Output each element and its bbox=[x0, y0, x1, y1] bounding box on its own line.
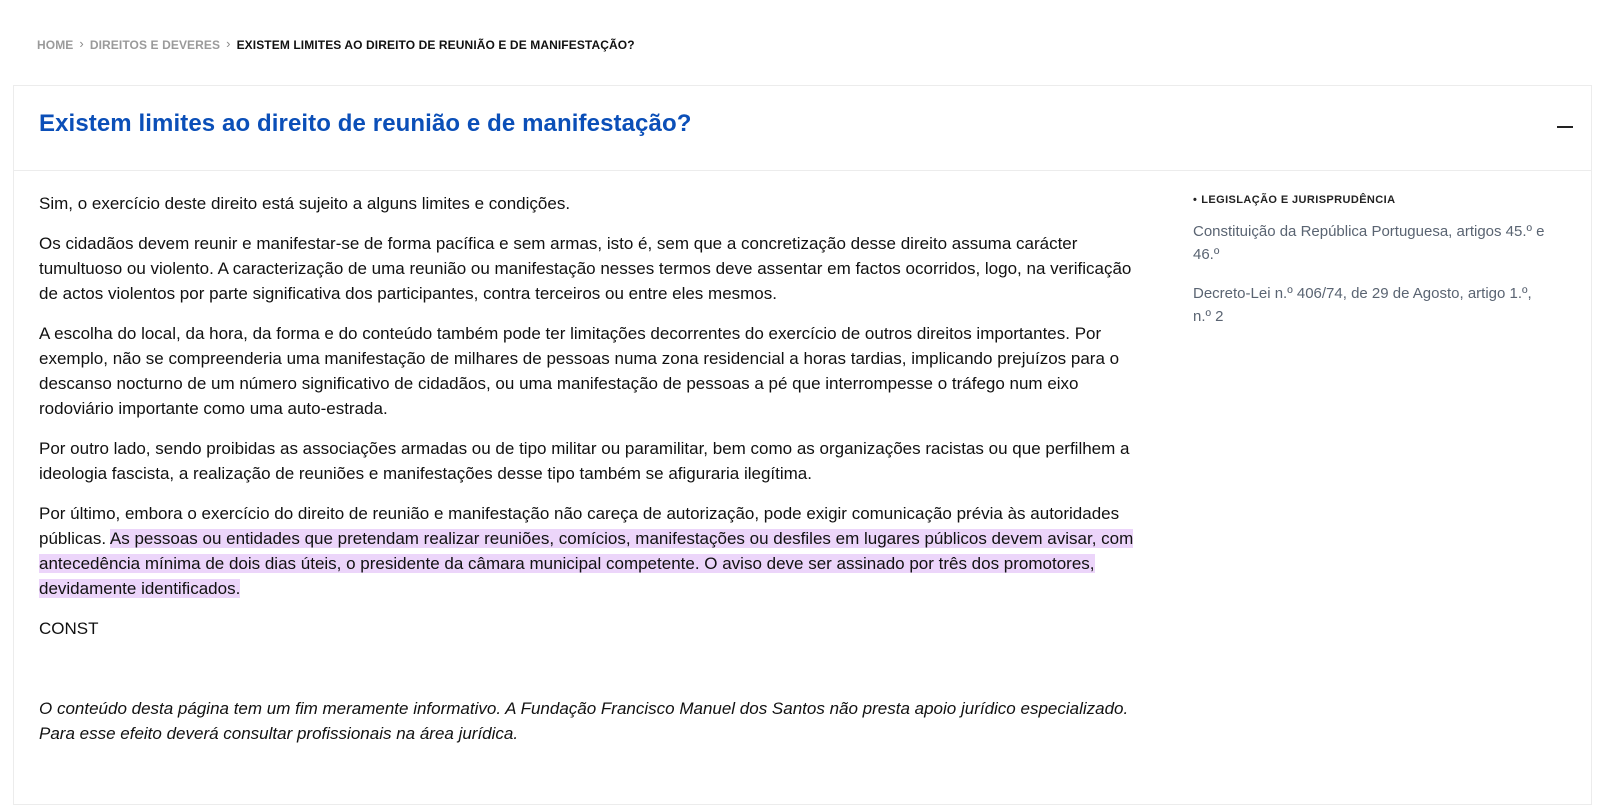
minus-icon[interactable] bbox=[1557, 126, 1573, 128]
article-title: Existem limites ao direito de reunião e de manifestação? bbox=[39, 110, 692, 137]
highlighted-text: As pessoas ou entidades que pretendam realizar reuniões, comícios, manifestações ou desfiles em lugares públicos devem avisar, com antecedência mínima de dois dias úteis, o presidente da câmara municipal competente. O aviso deve ser assinado por três dos promotores, devidamente identificados. bbox=[39, 529, 1134, 598]
legislation-item[interactable]: Constituição da República Portuguesa, artigos 45.º e 46.º bbox=[1193, 223, 1545, 263]
sidebar-heading bbox=[1193, 194, 1563, 206]
chevron-right-icon: › bbox=[79, 36, 84, 51]
article-paragraph: A escolha do local, da hora, da forma e do conteúdo também pode ter limitações decorrentes do exercício de outros direitos importantes. Por exemplo, não se compreenderia uma manifestação de milhares de pessoas numa zona residencial a horas tardias, implicando prejuízos para o descanso nocturno de um número significativo de cidadãos, ou uma manifestação de pessoas a pé que interrompesse o tráfego num eixo rodoviário importante como uma auto-estrada. bbox=[39, 324, 1120, 418]
legislation-sidebar bbox=[1193, 194, 1563, 344]
article-paragraph: Sim, o exercício deste direito está sujeito a alguns limites e condições. bbox=[39, 194, 571, 213]
article-paragraph: Por outro lado, sendo proibidas as associações armadas ou de tipo militar ou paramilitar, bem como as organizações racistas ou que perfilhem a ideologia fascista, a realização de reuniões e manifestações desse tipo também se afiguraria ilegítima. bbox=[39, 439, 1130, 483]
chevron-right-icon: › bbox=[226, 36, 231, 51]
article-body bbox=[39, 191, 1149, 656]
const-label: CONST bbox=[39, 619, 99, 638]
article-paragraph bbox=[39, 501, 1149, 601]
paragraph-text: Por último, embora o exercício do direito de reunião e manifestação não careça de autorização, pode exigir comunicação prévia às autoridades públicas. bbox=[39, 504, 1120, 548]
breadcrumb bbox=[37, 37, 635, 52]
article-paragraph: Os cidadãos devem reunir e manifestar-se de forma pacífica e sem armas, isto é, sem que a concretização desse direito assuma carácter tumultuoso ou violento. A caracterização de uma reunião ou manifestação nesses termos deve assentar em factos ocorridos, logo, na verificação de actos violentos por parte significativa dos participantes, contra terceiros ou entre eles mesmos. bbox=[39, 234, 1132, 303]
legislation-item[interactable]: Decreto-Lei n.º 406/74, de 29 de Agosto, artigo 1.º, n.º 2 bbox=[1193, 285, 1532, 325]
article-accordion bbox=[13, 85, 1592, 805]
sidebar-heading-label: LEGISLAÇÃO E JURISPRUDÊNCIA bbox=[1201, 194, 1396, 206]
accordion-header[interactable] bbox=[14, 86, 1591, 171]
breadcrumb-current: EXISTEM LIMITES AO DIREITO DE REUNIÃO E DE MANIFESTAÇÃO? bbox=[236, 37, 635, 52]
breadcrumb-home-link[interactable]: HOME bbox=[37, 37, 74, 52]
disclaimer-text: O conteúdo desta página tem um fim meramente informativo. A Fundação Francisco Manuel dos Santos não presta apoio jurídico especializado. Para esse efeito deverá consultar profissionais na área jurídica. bbox=[39, 699, 1129, 743]
breadcrumb-direitos-link[interactable]: DIREITOS E DEVERES bbox=[89, 37, 221, 52]
bullet-icon: • bbox=[1193, 194, 1198, 206]
